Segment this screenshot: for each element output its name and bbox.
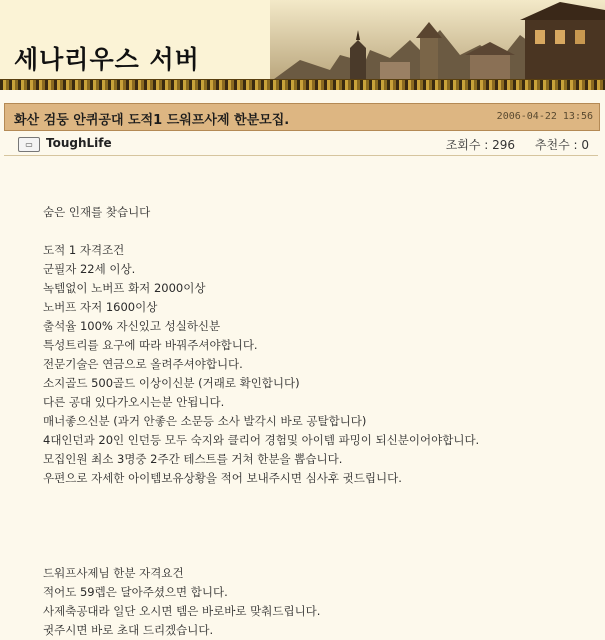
recommend-count: 추천수 : 0 xyxy=(534,138,589,152)
post-body-line: 매너좋으신분 (과거 안좋은 소문등 소사 발각시 바로 공탈합니다) xyxy=(43,414,367,428)
speech-bubble-user-icon[interactable]: ▭ xyxy=(18,137,40,152)
post-body-line: 우편으로 자세한 아이템보유상황을 적어 보내주시면 심사후 귓드립니다. xyxy=(43,471,402,485)
spacer xyxy=(43,545,583,564)
post-title: 화산 검둥 안퀴공대 도적1 드워프사제 한분모집. xyxy=(14,113,290,128)
ornamental-gold-border xyxy=(0,79,605,90)
post-body-line: 사제축공대라 일단 오시면 템은 바로바로 맞춰드립니다. xyxy=(43,604,321,618)
post-body-line: 드워프사제님 한분 자격요건 xyxy=(43,566,184,580)
post-body-line: 소지골드 500골드 이상이신분 (거래로 확인합니다) xyxy=(43,376,300,390)
post-body-line: 군필자 22세 이상. xyxy=(43,262,136,276)
post-body-line: 귓주시면 바로 초대 드리겠습니다. xyxy=(43,623,214,637)
spacer xyxy=(43,507,583,526)
post-body-line: 녹템없이 노버프 화저 2000이상 xyxy=(43,281,206,295)
post-body-line: 모집인원 최소 3명중 2주간 테스트를 거쳐 한분을 뽑습니다. xyxy=(43,452,343,466)
post-body-block-2 xyxy=(43,564,583,640)
post-stats xyxy=(430,136,589,153)
site-banner xyxy=(0,0,605,90)
post-body-line: 다른 공대 있다가오시는분 안됩니다. xyxy=(43,395,225,409)
post-body-block-1 xyxy=(43,203,583,488)
post-header xyxy=(4,103,600,131)
post-body-line: 특성트리를 요구에 따라 바꿔주셔야합니다. xyxy=(43,338,258,352)
post-body-line: 전문기술은 연금으로 올려주셔야합니다. xyxy=(43,357,243,371)
spacer xyxy=(43,526,583,545)
spacer xyxy=(43,488,583,507)
post-body-line: 적어도 59렙은 달아주셨으면 합니다. xyxy=(43,585,228,599)
post-body-line: 숨은 인재를 찾습니다 xyxy=(43,205,151,219)
author-name[interactable]: ToughLife xyxy=(46,136,112,150)
post-body-line: 도적 1 자격조건 xyxy=(43,243,125,257)
post-body-line: 4대인던과 20인 인던등 모두 숙지와 클리어 경험및 아이템 파밍이 되신분이어야합니다. xyxy=(43,433,480,447)
post-meta-row xyxy=(4,133,598,156)
banner-castle-artwork xyxy=(270,0,605,82)
post-date: 2006-04-22 13:56 xyxy=(496,111,593,122)
view-count: 조회수 : 296 xyxy=(445,138,516,152)
post-body-line: 노버프 자저 1600이상 xyxy=(43,300,158,314)
post-body xyxy=(43,203,583,640)
post-body-line xyxy=(43,222,583,241)
post-body-line: 출석율 100% 자신있고 성실하신분 xyxy=(43,319,221,333)
site-title: 세나리우스 서버 xyxy=(14,45,200,74)
